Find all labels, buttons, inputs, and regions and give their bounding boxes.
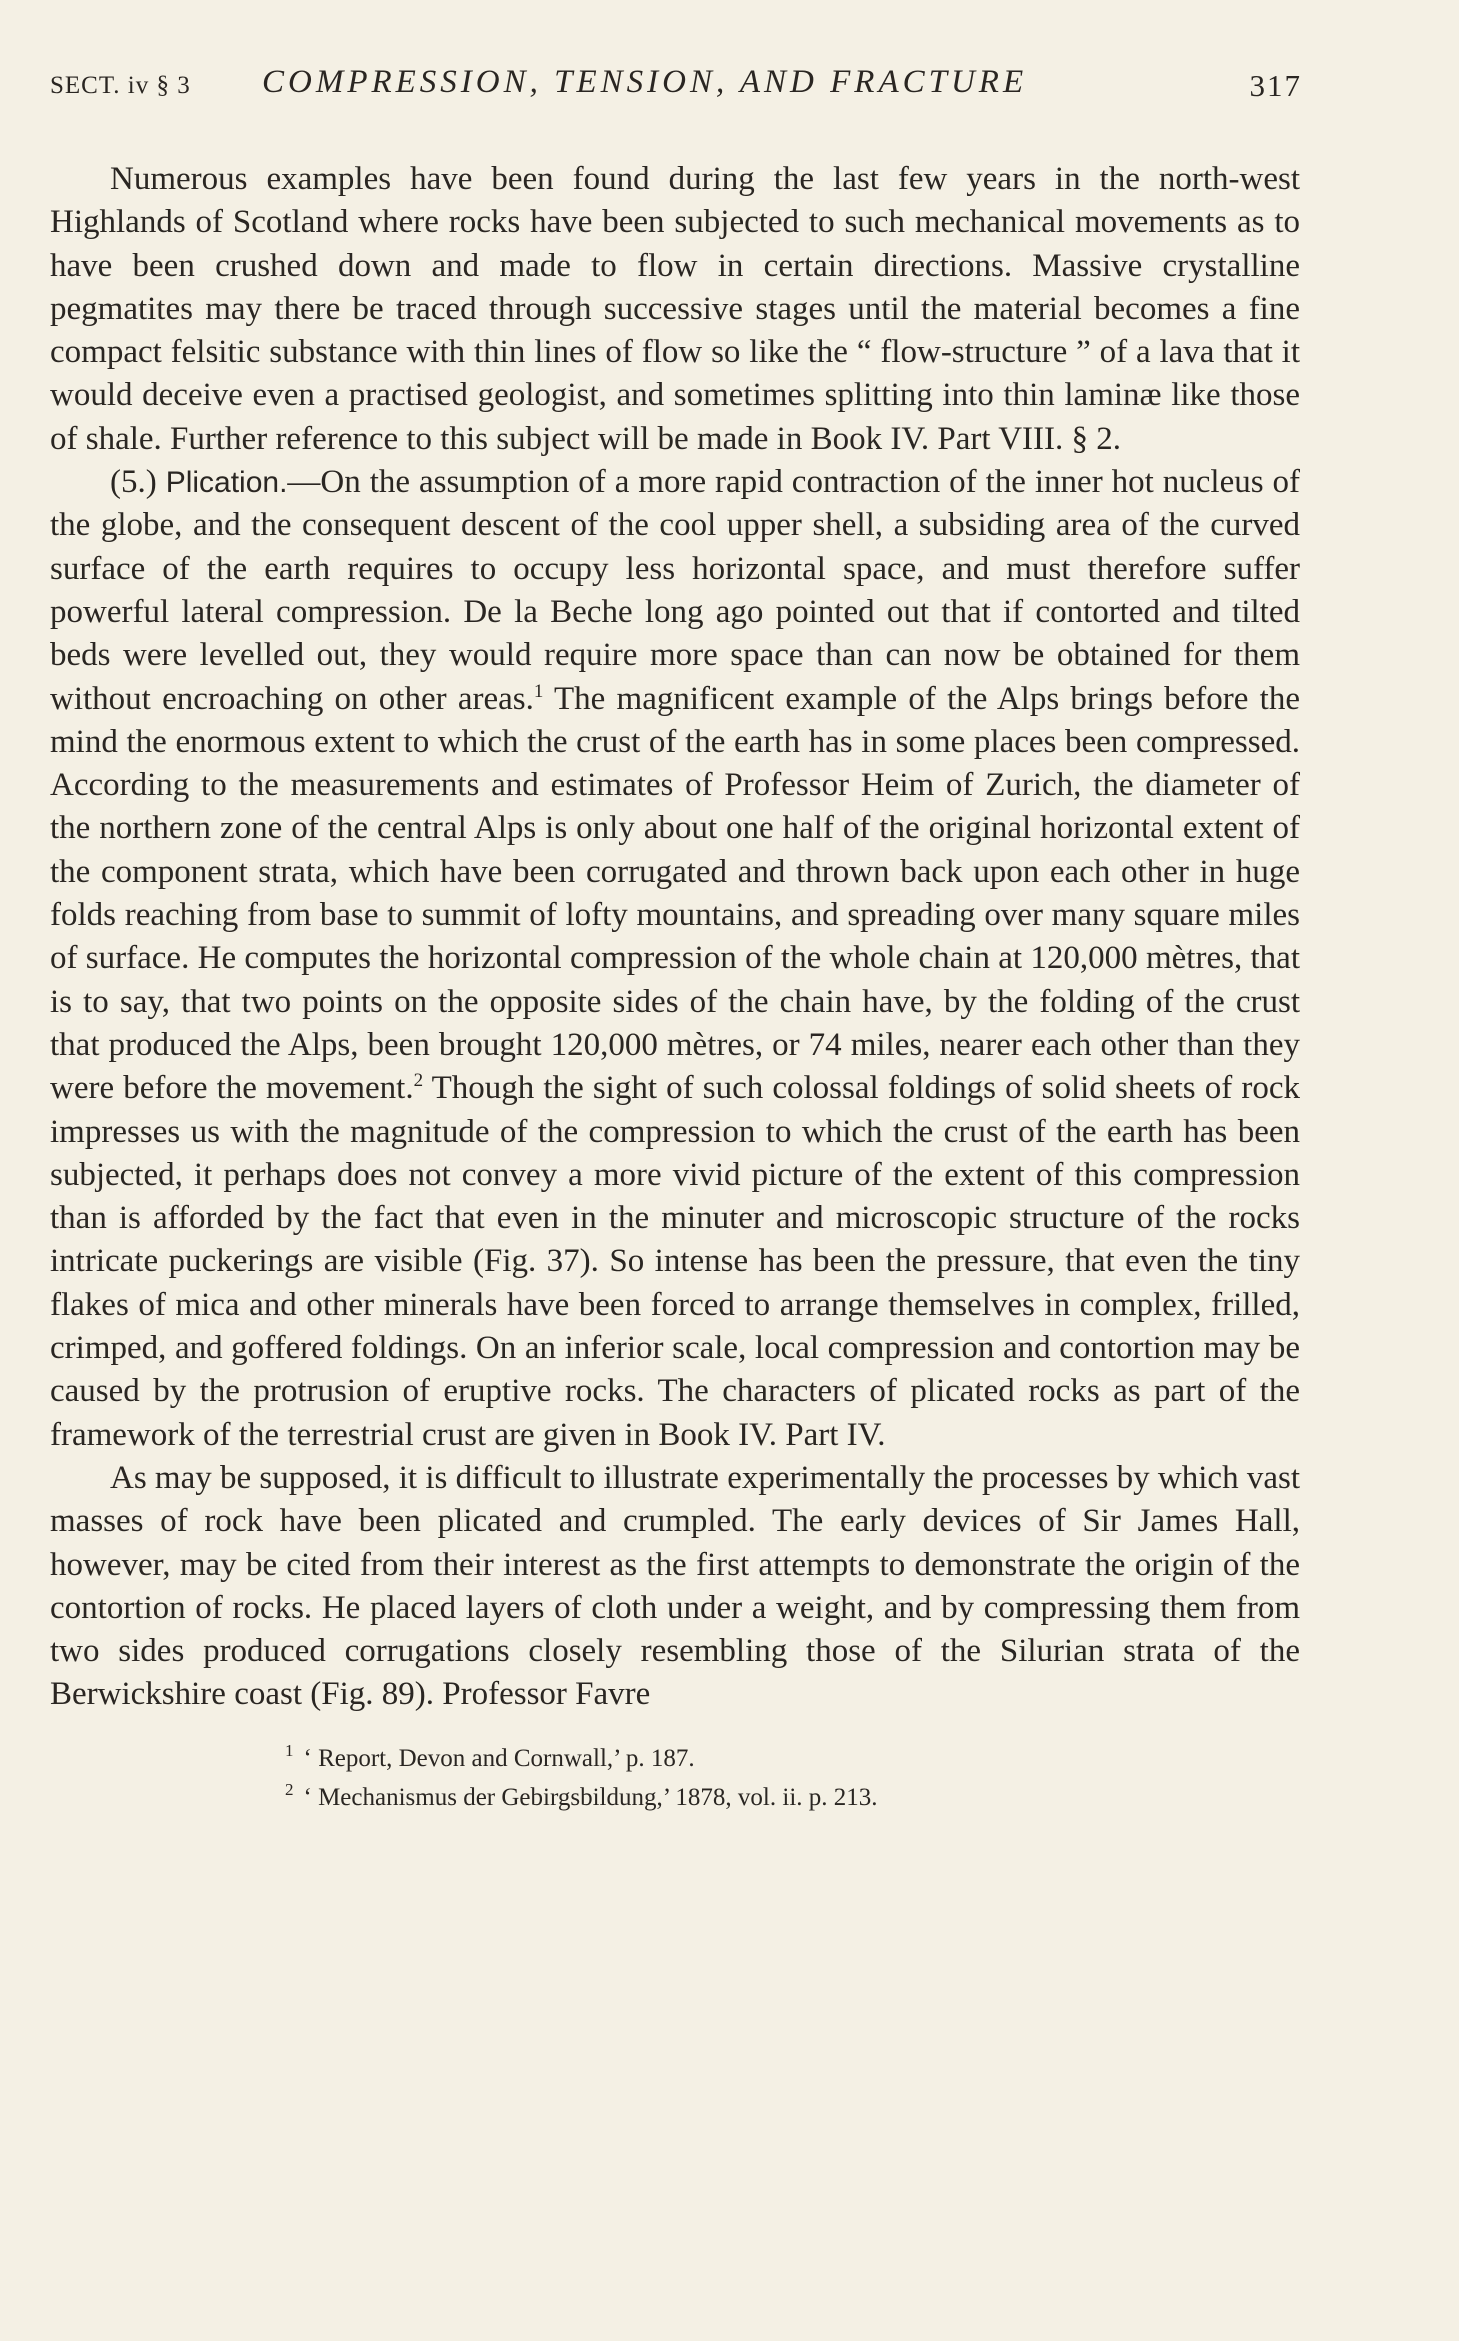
paragraph-plication: [50, 461, 1300, 1457]
footnote-mark: 2: [285, 1780, 294, 1800]
paragraph-experiments: As may be supposed, it is difficult to illustrate experimentally the processes by which vast masses of rock have been plicated and crumpled. The early devices of Sir James Hall, however, may be cited from their interest as the first attempts to demonstrate the origin of the contortion of rocks. He placed layers of cloth under a weight, and by compressing them from two sides produced corrugations closely resembling those of the Silurian strata of the Berwickshire coast (Fig. 89). Professor Favre: [50, 1459, 1300, 1713]
footnote-reference-1: 1: [533, 680, 544, 702]
footnote: [285, 1739, 1300, 1778]
footnote-reference-2: 2: [413, 1070, 424, 1092]
section-reference: SECT. iv § 3: [50, 72, 191, 99]
footnote-text: ‘ Report, Devon and Cornwall,’ p. 187.: [303, 1744, 695, 1772]
paragraph-plication-part-b: The magnificent example of the Alps brings before the mind the enormous extent to which the crust of the earth has in some places been compressed. According to the measurements and estimates of Professor Heim of Zurich, the diameter of the northern zone of the central Alps is only about one half of the original horizontal extent of the component strata, which have been corrugated and thrown back upon each other in huge folds reaching from base to summit of lofty mountains, and spreading over many square miles of surface. He computes the horizontal compression of the whole chain at 120,000 mètres, that is to say, that two points on the opposite sides of the chain have, by the folding of the crust that produced the Alps, been brought 120,000 mètres, or 74 miles, nearer each other than they were before the movement.: [50, 680, 1300, 1107]
paragraph-plication-part-c: Though the sight of such colossal foldings of solid sheets of rock impresses us with the magnitude of the compression to which the crust of the earth has been subjected, it perhaps does not convey a more vivid picture of the extent of this compression than is afforded by the fact that even in the minuter and microscopic structure of the rocks intricate puckerings are visible (Fig. 37). So intense has been the pressure, that even the tiny flakes of mica and other minerals have been forced to arrange themselves in complex, frilled, crimped, and goffered foldings. On an inferior scale, local compression and contortion may be caused by the protrusion of eruptive rocks. The characters of plicated rocks as part of the framework of the terrestrial crust are given in Book IV. Part IV.: [50, 1070, 1300, 1453]
chapter-title: COMPRESSION, TENSION, AND FRACTURE: [262, 64, 1028, 100]
footnote: [285, 1778, 1300, 1817]
page-number: 317: [1249, 68, 1302, 103]
book-page: [50, 60, 1300, 1817]
section-number: (5.): [110, 464, 157, 501]
section-heading-plication: Plication.: [165, 466, 288, 500]
body-text: [50, 158, 1300, 1717]
running-head: [50, 60, 1300, 120]
paragraph-plication-part-a: —On the assumption of a more rapid contraction of the inner hot nucleus of the globe, and the consequent descent of the cool upper shell, a subsiding area of the curved surface of the earth requires to occupy less horizontal space, and must therefore suffer powerful lateral compression. De la Beche long ago pointed out that if contorted and tilted beds were levelled out, they would require more space than can now be obtained for them without encroaching on other areas.: [50, 464, 1300, 717]
footnote-mark: 1: [285, 1741, 294, 1761]
footnote-text: ‘ Mechanismus der Gebirgsbildung,’ 1878, vol. ii. p. 213.: [303, 1783, 878, 1811]
footnotes: [50, 1739, 1300, 1817]
paragraph-flow-structure: Numerous examples have been found during the last few years in the north-west Highlands of Scotland where rocks have been subjected to such mechanical movements as to have been crushed down and made to flow in certain directions. Massive crystalline pegmatites may there be traced through successive stages until the material becomes a fine compact felsitic substance with thin lines of flow so like the “ flow-structure ” of a lava that it would deceive even a practised geologist, and sometimes splitting into thin laminæ like those of shale. Further reference to this subject will be made in Book IV. Part VIII. § 2.: [50, 161, 1300, 457]
